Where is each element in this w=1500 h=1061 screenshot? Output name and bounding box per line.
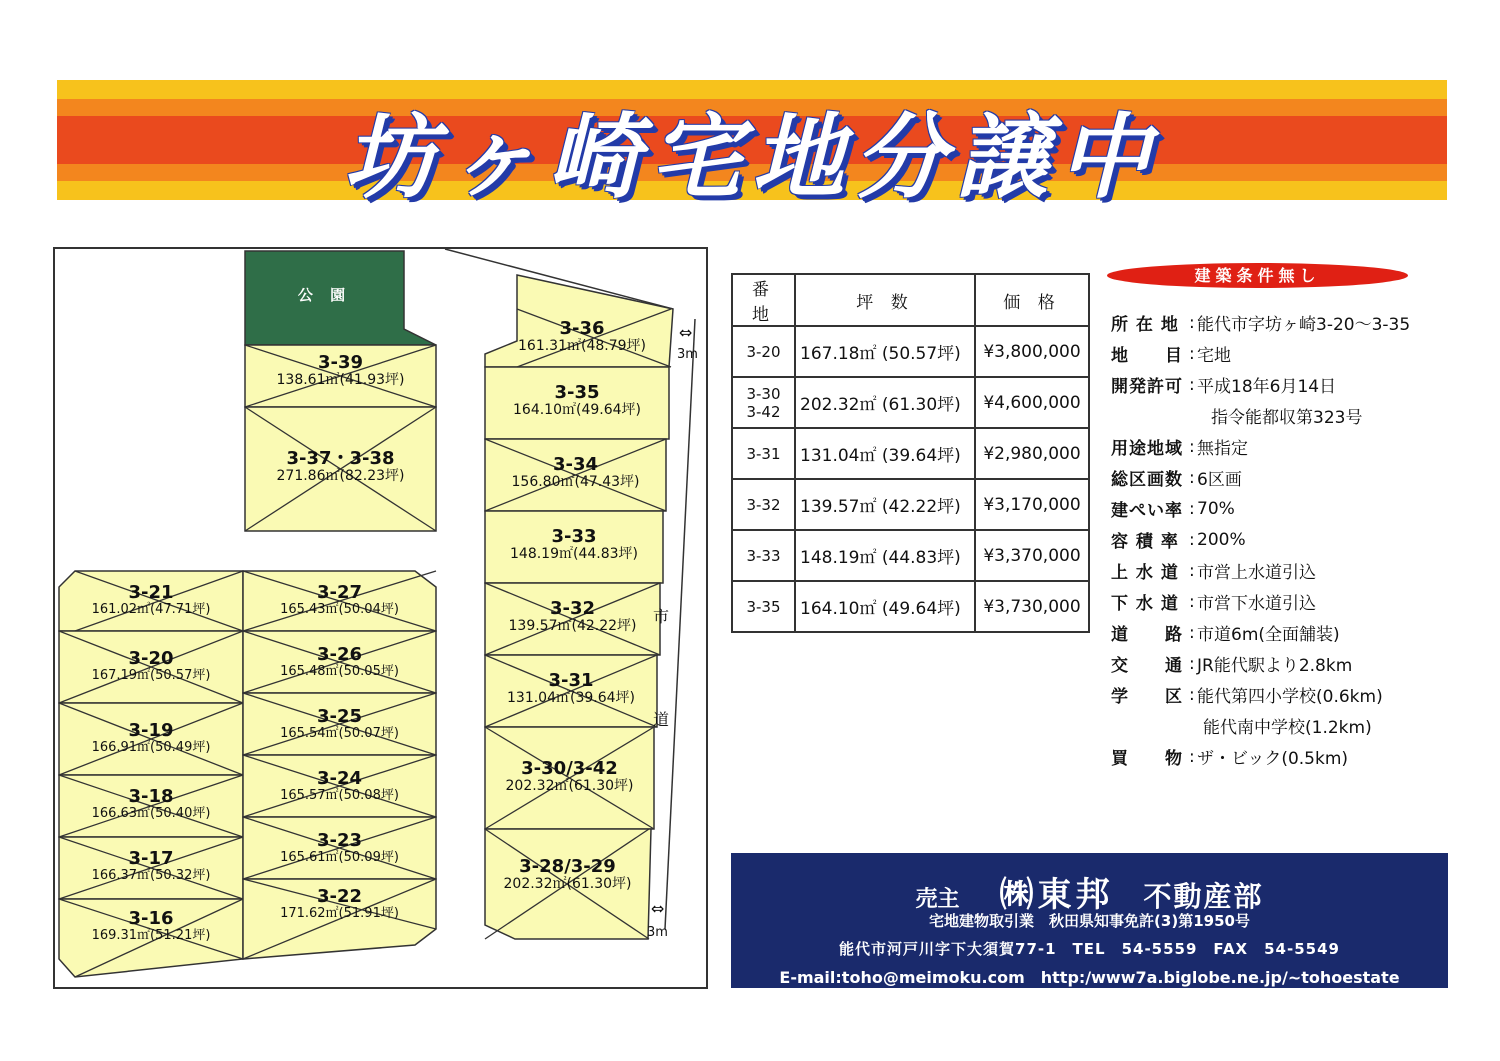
lot-label-3-18: [59, 787, 243, 821]
lot-label-3-17: [59, 849, 243, 883]
lot-area: 165.43㎡(50.04坪): [280, 601, 399, 617]
info-row: 学 区 : 能代第四小学校(0.6km): [1111, 679, 1491, 710]
lot-id: 3-26: [316, 644, 363, 665]
info-value: 平成18年6月14日: [1197, 377, 1337, 397]
table-row: [732, 326, 1089, 377]
cell-area: 167.18㎡ (50.57坪): [795, 326, 975, 377]
cell-price: ¥3,800,000: [975, 326, 1089, 377]
table-header-row: [732, 274, 1089, 326]
lot-area: 161.02㎡(47.71坪): [91, 601, 211, 617]
table-row: [732, 377, 1089, 428]
info-row: 所 在 地 : 能代市字坊ヶ崎3-20～3-35: [1111, 307, 1491, 338]
header-price: 価 格: [975, 274, 1089, 326]
info-row: [1111, 400, 1491, 431]
cell-lot-number: 3-35: [732, 581, 795, 632]
lot-id: 3-28/3-29: [519, 856, 616, 877]
lot-area: 139.57㎡(42.22坪): [508, 617, 637, 634]
info-value: 能代南中学校(1.2km): [1203, 718, 1372, 738]
header-area: 坪 数: [795, 274, 975, 326]
info-value: 市営下水道引込: [1197, 594, 1316, 614]
lot-id: 3-37・3-38: [286, 448, 395, 469]
info-key: 交 通: [1111, 656, 1183, 676]
lot-id: 3-23: [316, 830, 363, 851]
dim-arrow-bottom: ⇔: [651, 899, 665, 918]
lot-area: 166.63㎡(50.40坪): [91, 805, 211, 821]
lot-label-3-24: [243, 769, 436, 803]
cell-area: 139.57㎡ (42.22坪): [795, 479, 975, 530]
cell-area: 202.32㎡ (61.30坪): [795, 377, 975, 428]
lot-id: 3-31: [548, 670, 594, 691]
dim-arrow-top: ⇔: [679, 323, 693, 342]
cell-price: ¥2,980,000: [975, 428, 1089, 479]
lot-map: [53, 247, 708, 989]
lot-area: 165.48㎡(50.05坪): [280, 663, 399, 679]
cell-area: 131.04㎡ (39.64坪): [795, 428, 975, 479]
lot-label-3-16: [59, 909, 243, 943]
info-key: 所 在 地: [1111, 315, 1179, 335]
cell-area: 148.19㎡ (44.83坪): [795, 530, 975, 581]
lot-area: 169.31㎡(51.21坪): [91, 927, 211, 943]
lot-area: 131.04㎡(39.64坪): [507, 689, 635, 706]
info-value: 200%: [1197, 529, 1246, 550]
lot-id: 3-17: [128, 848, 174, 869]
info-row: 開発許可 : 平成18年6月14日: [1111, 369, 1491, 400]
info-row: 総区画数 : 6区画: [1111, 462, 1491, 493]
lot-id: 3-21: [128, 582, 174, 603]
seller-header: [731, 867, 1448, 916]
cell-lot-number: 3-32: [732, 479, 795, 530]
department-name: 不動産部: [1143, 880, 1264, 913]
info-value: JR能代駅より2.8km: [1197, 656, 1353, 676]
lot-id: 3-22: [316, 886, 363, 907]
lot-id: 3-39: [317, 352, 364, 373]
info-row: 用途地域 : 無指定: [1111, 431, 1491, 462]
lot-id: 3-32: [549, 598, 596, 619]
price-table: [731, 273, 1090, 633]
info-key: 学 区: [1111, 687, 1183, 707]
conditions-badge: 建築条件無し: [1107, 263, 1408, 288]
lot-area: 271.86㎡(82.23坪): [276, 467, 405, 484]
lot-label-3-28-29: [485, 857, 650, 892]
table-row: [732, 530, 1089, 581]
lot-id: 3-18: [128, 786, 174, 807]
info-key: 開発許可: [1111, 377, 1183, 397]
lot-id: 3-34: [552, 454, 599, 475]
road-label-1: 市: [653, 607, 670, 626]
cell-price: ¥3,170,000: [975, 479, 1089, 530]
info-key: 買 物: [1111, 749, 1183, 769]
info-row: 容 積 率 : 200%: [1111, 524, 1491, 555]
lot-label-3-34: [485, 455, 666, 490]
info-key: 建ぺい率: [1111, 501, 1183, 521]
cell-lot-number: 3-31: [732, 428, 795, 479]
road-label-2: 道: [653, 710, 670, 729]
lot-label-3-36: [495, 319, 669, 354]
info-key: 用途地域: [1111, 439, 1183, 459]
info-row: 道 路 : 市道6m(全面舗装): [1111, 617, 1491, 648]
lot-area: 165.61㎡(50.09坪): [280, 849, 399, 865]
info-value: 宅地: [1197, 346, 1231, 366]
lot-area: 138.61㎡(41.93坪): [276, 371, 405, 388]
info-row: [1111, 710, 1491, 741]
contact-text: E-mail:toho@meimoku.com http:/www7a.biglobe.ne.jp/~tohoestate: [779, 968, 1400, 987]
info-value: ザ・ビック(0.5km): [1197, 749, 1349, 769]
lot-area: 161.31㎡(48.79坪): [518, 337, 646, 354]
lot-id: 3-36: [559, 318, 605, 339]
lot-id: 3-30/3-42: [521, 758, 618, 779]
property-info: [1111, 307, 1491, 772]
info-key: 上 水 道: [1111, 563, 1179, 583]
lot-id: 3-35: [554, 382, 600, 403]
info-key: 総区画数: [1111, 470, 1183, 490]
info-value: 70%: [1197, 498, 1235, 519]
table-row: [732, 479, 1089, 530]
address-text: 能代市河戸川字下大須賀77-1 TEL 54-5559 FAX 54-5549: [839, 940, 1340, 958]
info-row: 建ぺい率 : 70%: [1111, 493, 1491, 524]
table-row: [732, 428, 1089, 479]
cell-price: ¥4,600,000: [975, 377, 1089, 428]
lot-area: 166.91㎡(50.49坪): [91, 739, 211, 755]
company-name: ㈱東邦: [999, 875, 1114, 915]
lot-area: 148.19㎡(44.83坪): [510, 545, 638, 562]
lot-id: 3-16: [128, 908, 174, 929]
lot-area: 171.62㎡(51.91坪): [280, 905, 399, 921]
title-banner: [57, 80, 1447, 211]
lot-label-3-25: [243, 707, 436, 741]
info-value: 6区画: [1197, 470, 1242, 490]
lot-label-3-39: [245, 353, 436, 388]
lot-area: 165.57㎡(50.08坪): [280, 787, 399, 803]
lot-label-3-19: [59, 721, 243, 755]
info-value: 市道6m(全面舗装): [1197, 625, 1340, 645]
info-row: 買 物 : ザ・ビック(0.5km): [1111, 741, 1491, 772]
cell-lot-number: 3-20: [732, 326, 795, 377]
lot-label-3-21: [59, 583, 243, 617]
lot-area: 164.10㎡(49.64坪): [513, 401, 641, 418]
lot-area: 202.32㎡(61.30坪): [505, 777, 634, 794]
lot-label-3-33: [485, 527, 663, 562]
table-row: [732, 581, 1089, 632]
license-text: 宅地建物取引業 秋田県知事免許(3)第1950号: [929, 912, 1250, 930]
cell-price: ¥3,730,000: [975, 581, 1089, 632]
info-key: 道 路: [1111, 625, 1183, 645]
lot-id: 3-25: [316, 706, 363, 727]
info-row: 交 通 : JR能代駅より2.8km: [1111, 648, 1491, 679]
lot-label-3-23: [243, 831, 436, 865]
header-lot-number: 番 地: [732, 274, 795, 326]
lot-id: 3-24: [316, 768, 363, 789]
lot-id: 3-20: [128, 648, 174, 669]
info-value: 能代市字坊ヶ崎3-20～3-35: [1197, 315, 1411, 335]
lot-id: 3-19: [128, 720, 174, 741]
lot-area: 156.80㎡(47.43坪): [511, 473, 640, 490]
info-row: 上 水 道 : 市営上水道引込: [1111, 555, 1491, 586]
info-value: 能代第四小学校(0.6km): [1197, 687, 1383, 707]
info-value: 市営上水道引込: [1197, 563, 1316, 583]
seller-box: [731, 853, 1448, 988]
lot-label-3-32: [485, 599, 660, 634]
info-key: 容 積 率: [1111, 532, 1179, 552]
cell-price: ¥3,370,000: [975, 530, 1089, 581]
lot-label-3-37-38: [245, 449, 436, 484]
cell-lot-number: 3-33: [732, 530, 795, 581]
lot-label-3-35: [485, 383, 669, 418]
lot-label-3-26: [243, 645, 436, 679]
lot-area: 202.32㎡(61.30坪): [503, 875, 632, 892]
lot-area: 165.54㎡(50.07坪): [280, 725, 399, 741]
lot-id: 3-27: [316, 582, 363, 603]
cell-area: 164.10㎡ (49.64坪): [795, 581, 975, 632]
lot-id: 3-33: [551, 526, 597, 547]
page-title: 坊ヶ崎宅地分譲中: [343, 104, 1160, 211]
lot-label-3-30-42: [485, 759, 654, 794]
lot-label-3-20: [59, 649, 243, 683]
info-key: 下 水 道: [1111, 594, 1179, 614]
info-key: 地 目: [1111, 346, 1183, 366]
lot-area: 167.19㎡(50.57坪): [91, 667, 211, 683]
lot-area: 166.37㎡(50.32坪): [91, 867, 211, 883]
info-value: 指令能都収第323号: [1211, 408, 1363, 428]
dim-label-top: 3m: [677, 347, 698, 362]
dim-label-bottom: 3m: [647, 925, 668, 940]
info-row: 下 水 道 : 市営下水道引込: [1111, 586, 1491, 617]
info-value: 無指定: [1197, 439, 1248, 459]
lot-label-3-27: [243, 583, 436, 617]
info-row: 地 目 : 宅地: [1111, 338, 1491, 369]
park-label: 公 園: [297, 286, 352, 304]
lot-label-3-22: [243, 887, 436, 921]
seller-label: 売主: [915, 887, 960, 912]
cell-lot-number: 3-30 3-42: [732, 377, 795, 428]
lot-label-3-31: [485, 671, 657, 706]
